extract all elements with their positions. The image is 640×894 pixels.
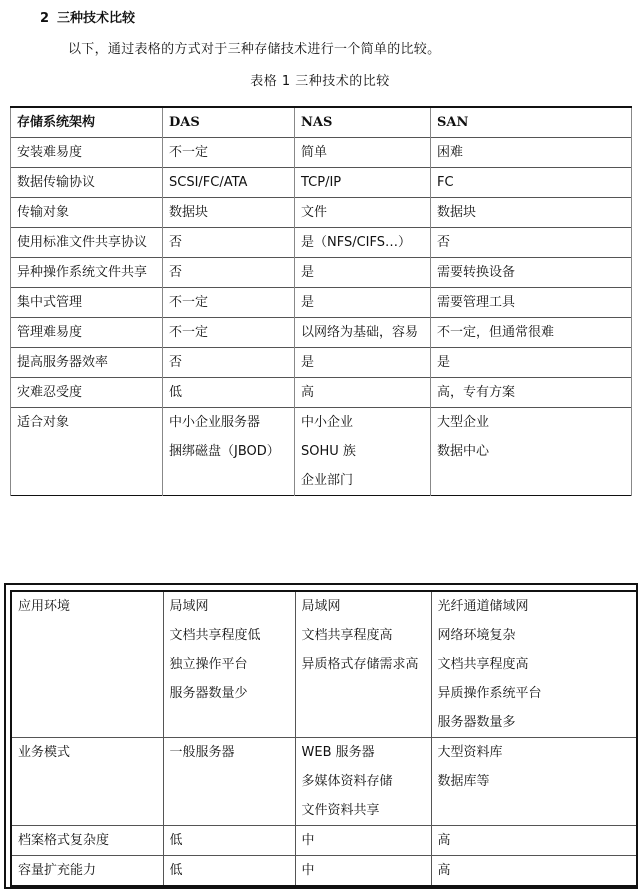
cell-text-line: WEB 服务器 — [301, 745, 375, 760]
cell-text-line: 需要管理工具 — [437, 295, 516, 310]
cell-san — [431, 408, 632, 496]
cell-text-line: 一般服务器 — [169, 745, 235, 760]
cell-text-line: 以网络为基础，容易 — [301, 325, 419, 340]
cell-text-line: 高 — [437, 833, 451, 848]
cell-san — [431, 288, 632, 318]
section-number: 2 — [40, 11, 50, 26]
section-title: 三种技术比较 — [57, 11, 136, 26]
cell-text-line: 企业部门 — [301, 473, 354, 488]
cell-text-line: 中 — [301, 833, 315, 848]
row-label-cell: 灾难忍受度 — [11, 378, 163, 408]
comparison-table-2 — [10, 590, 638, 887]
cell-das — [163, 738, 295, 826]
cell-text-line: SOHU 族 — [301, 444, 356, 459]
cell-text-line: 简单 — [301, 145, 328, 160]
cell-text-line: 大型资料库 — [437, 745, 503, 760]
cell-text-line: 数据块 — [437, 205, 477, 220]
comparison-table-1-body — [11, 107, 632, 496]
cell-text-line: 不一定 — [169, 145, 209, 160]
cell-das — [163, 348, 295, 378]
cell-text-line: 不一定 — [169, 295, 209, 310]
table-row — [11, 591, 637, 738]
cell-text-line: 服务器数量多 — [437, 715, 516, 730]
row-label-cell: 提高服务器效率 — [11, 348, 163, 378]
table-row — [11, 228, 632, 258]
cell-nas — [295, 258, 431, 288]
row-label-cell: 集中式管理 — [11, 288, 163, 318]
cell-text-line: 否 — [169, 265, 183, 280]
cell-nas — [295, 738, 431, 826]
cell-san — [431, 168, 632, 198]
table-row — [11, 408, 632, 496]
section-heading — [40, 7, 135, 26]
row-label-cell: 使用标准文件共享协议 — [11, 228, 163, 258]
cell-das — [163, 408, 295, 496]
cell-das — [163, 198, 295, 228]
cell-text-line: 否 — [169, 235, 183, 250]
cell-text-line: 文档共享程度低 — [169, 628, 261, 643]
cell-nas — [295, 228, 431, 258]
table-caption: 表格 1 三种技术的比较 — [250, 74, 390, 89]
cell-text-line: 网络环境复杂 — [437, 628, 516, 643]
cell-text-line: 否 — [437, 235, 451, 250]
cell-nas — [295, 198, 431, 228]
comparison-table-2-body — [11, 591, 637, 886]
header-cell-das: DAS — [163, 107, 295, 138]
cell-nas — [295, 408, 431, 496]
cell-san — [431, 258, 632, 288]
table-row — [11, 288, 632, 318]
cell-text-line: 文件资料共享 — [301, 803, 380, 818]
cell-text-line: 中 — [301, 863, 315, 878]
cell-text-line: 是 — [301, 355, 315, 370]
cell-text-line: 困难 — [437, 145, 464, 160]
cell-text-line: 高，专有方案 — [437, 385, 516, 400]
cell-text-line: 文件 — [301, 205, 328, 220]
cell-text-line: 服务器数量少 — [169, 686, 248, 701]
cell-nas — [295, 288, 431, 318]
cell-text-line: 不一定，但通常很难 — [437, 325, 555, 340]
cell-san — [431, 228, 632, 258]
row-label-cell: 业务模式 — [11, 738, 163, 826]
cell-text-line: 是 — [301, 295, 315, 310]
cell-text-line: 数据块 — [169, 205, 209, 220]
cell-das — [163, 856, 295, 887]
row-label-cell: 应用环境 — [11, 591, 163, 738]
cell-text-line: 局域网 — [169, 599, 209, 614]
intro-paragraph: 以下，通过表格的方式对于三种存储技术进行一个简单的比较。 — [68, 42, 441, 57]
cell-text-line: 数据中心 — [437, 444, 490, 459]
cell-das — [163, 228, 295, 258]
cell-text-line: 捆绑磁盘（JBOD） — [169, 444, 280, 459]
table-row — [11, 258, 632, 288]
cell-nas — [295, 168, 431, 198]
cell-das — [163, 288, 295, 318]
table-row — [11, 348, 632, 378]
row-label-cell: 传输对象 — [11, 198, 163, 228]
cell-das — [163, 258, 295, 288]
row-label-cell: 异种操作系统文件共享 — [11, 258, 163, 288]
cell-text-line: 是（NFS/CIFS…） — [301, 235, 412, 250]
cell-das — [163, 138, 295, 168]
table-row — [11, 318, 632, 348]
row-label-cell: 档案格式复杂度 — [11, 826, 163, 856]
cell-text-line: 局域网 — [301, 599, 341, 614]
cell-text-line: 是 — [437, 355, 451, 370]
cell-text-line: 低 — [169, 863, 183, 878]
cell-san — [431, 378, 632, 408]
cell-san — [431, 348, 632, 378]
cell-text-line: 需要转换设备 — [437, 265, 516, 280]
row-label-cell: 安装难易度 — [11, 138, 163, 168]
header-cell-nas: NAS — [295, 107, 431, 138]
cell-text-line: TCP/IP — [301, 175, 342, 190]
row-label-cell: 容量扩充能力 — [11, 856, 163, 887]
cell-text-line: 数据库等 — [437, 774, 490, 789]
cell-das — [163, 591, 295, 738]
table-row — [11, 378, 632, 408]
cell-san — [431, 826, 637, 856]
cell-nas — [295, 348, 431, 378]
table-row — [11, 198, 632, 228]
cell-text-line: 低 — [169, 385, 183, 400]
table-row — [11, 138, 632, 168]
cell-nas — [295, 591, 431, 738]
header-cell-architecture: 存储系统架构 — [11, 107, 163, 138]
cell-text-line: 低 — [169, 833, 183, 848]
table-row — [11, 738, 637, 826]
table-header-row — [11, 107, 632, 138]
cell-san — [431, 738, 637, 826]
cell-san — [431, 138, 632, 168]
cell-text-line: 高 — [301, 385, 315, 400]
cell-text-line: 不一定 — [169, 325, 209, 340]
comparison-table-1 — [10, 106, 632, 496]
cell-text-line: 独立操作平台 — [169, 657, 248, 672]
cell-das — [163, 318, 295, 348]
cell-text-line: 是 — [301, 265, 315, 280]
cell-text-line: 文档共享程度高 — [301, 628, 393, 643]
cell-san — [431, 318, 632, 348]
cell-das — [163, 378, 295, 408]
cell-text-line: 中小企业服务器 — [169, 415, 261, 430]
cell-text-line: 文档共享程度高 — [437, 657, 529, 672]
table-row — [11, 168, 632, 198]
row-label-cell: 管理难易度 — [11, 318, 163, 348]
cell-nas — [295, 378, 431, 408]
cell-text-line: 中小企业 — [301, 415, 354, 430]
cell-nas — [295, 318, 431, 348]
cell-nas — [295, 138, 431, 168]
row-label-cell: 数据传输协议 — [11, 168, 163, 198]
cell-text-line: 异质格式存储需求高 — [301, 657, 419, 672]
cell-text-line: 大型企业 — [437, 415, 490, 430]
header-cell-san: SAN — [431, 107, 632, 138]
row-label-cell: 适合对象 — [11, 408, 163, 496]
cell-text-line: 多媒体资料存储 — [301, 774, 393, 789]
cell-text-line: FC — [437, 175, 454, 190]
table-row — [11, 826, 637, 856]
cell-das — [163, 826, 295, 856]
cell-san — [431, 591, 637, 738]
cell-text-line: SCSI/FC/ATA — [169, 175, 248, 190]
cell-san — [431, 198, 632, 228]
cell-san — [431, 856, 637, 887]
cell-text-line: 光纤通道储域网 — [437, 599, 529, 614]
cell-nas — [295, 826, 431, 856]
cell-text-line: 否 — [169, 355, 183, 370]
cell-text-line: 高 — [437, 863, 451, 878]
cell-nas — [295, 856, 431, 887]
cell-text-line: 异质操作系统平台 — [437, 686, 542, 701]
cell-das — [163, 168, 295, 198]
table-row — [11, 856, 637, 887]
